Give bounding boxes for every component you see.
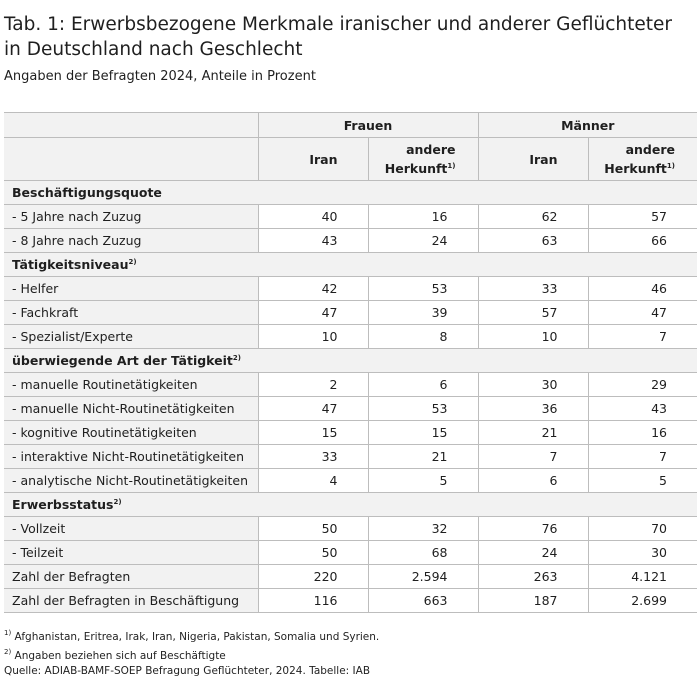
section-header-row <box>4 253 697 277</box>
totals-row <box>4 589 697 613</box>
table-row <box>4 517 697 541</box>
cell-frauen-andere: 68 <box>368 541 478 565</box>
table-title: Tab. 1: Erwerbsbezogene Merkmale iranischer und anderer Geflüchteter in Deutschland nach Geschlecht <box>4 14 672 60</box>
cell-frauen-iran: 33 <box>258 445 368 469</box>
cell-maenner-iran: 36 <box>478 397 588 421</box>
cell-frauen-iran: 2 <box>258 373 368 397</box>
source-line: Quelle: ADIAB-BAMF-SOEP Befragung Geflüchteter, 2024. Tabelle: IAB <box>4 665 371 677</box>
cell-maenner-iran: 187 <box>478 589 588 613</box>
cell-frauen-iran: 50 <box>258 517 368 541</box>
header-row-columns <box>4 138 697 181</box>
footnote-marker: 1) <box>666 162 675 170</box>
cell-maenner-iran: 63 <box>478 229 588 253</box>
cell-maenner-iran: 76 <box>478 517 588 541</box>
cell-frauen-iran: 220 <box>258 565 368 589</box>
cell-frauen-andere: 5 <box>368 469 478 493</box>
cell-maenner-andere: 46 <box>588 277 697 301</box>
row-label: - Helfer <box>4 277 258 301</box>
cell-maenner-andere: 7 <box>588 325 697 349</box>
row-label: - 8 Jahre nach Zuzug <box>4 229 258 253</box>
cell-maenner-andere: 70 <box>588 517 697 541</box>
cell-frauen-iran: 47 <box>258 301 368 325</box>
cell-frauen-andere: 2.594 <box>368 565 478 589</box>
table-row <box>4 325 697 349</box>
table-row <box>4 301 697 325</box>
cell-frauen-andere: 53 <box>368 397 478 421</box>
cell-maenner-andere: 30 <box>588 541 697 565</box>
cell-frauen-andere: 32 <box>368 517 478 541</box>
header-andere-line1: andere <box>406 142 456 157</box>
header-row-groups <box>4 113 697 138</box>
section-header-row <box>4 181 697 205</box>
row-label: - Fachkraft <box>4 301 258 325</box>
cell-maenner-iran: 33 <box>478 277 588 301</box>
cell-maenner-andere: 57 <box>588 205 697 229</box>
header-group-maenner: Männer <box>478 113 697 138</box>
table-row <box>4 205 697 229</box>
header-group-frauen: Frauen <box>258 113 478 138</box>
header-andere-line2: Herkunft <box>604 161 667 176</box>
section-title: Erwerbsstatus$^{2)}$ <box>4 493 697 517</box>
row-label: - manuelle Routinetätigkeiten <box>4 373 258 397</box>
row-label: Zahl der Befragten in Beschäftigung <box>4 589 258 613</box>
cell-frauen-andere: 24 <box>368 229 478 253</box>
cell-frauen-andere: 6 <box>368 373 478 397</box>
cell-maenner-andere: 66 <box>588 229 697 253</box>
row-label: - kognitive Routinetätigkeiten <box>4 421 258 445</box>
table-row <box>4 541 697 565</box>
header-maenner-andere <box>588 138 697 181</box>
cell-frauen-iran: 50 <box>258 541 368 565</box>
cell-maenner-andere: 16 <box>588 421 697 445</box>
cell-frauen-andere: 15 <box>368 421 478 445</box>
table-row <box>4 421 697 445</box>
header-empty-cell <box>4 138 258 181</box>
cell-maenner-iran: 6 <box>478 469 588 493</box>
cell-maenner-iran: 30 <box>478 373 588 397</box>
cell-frauen-andere: 16 <box>368 205 478 229</box>
footnotes <box>4 626 379 679</box>
section-header-row <box>4 349 697 373</box>
section-title: Beschäftigungsquote <box>4 181 697 205</box>
section-title: Tätigkeitsniveau$^{2)}$ <box>4 253 697 277</box>
row-label: - manuelle Nicht-Routinetätigkeiten <box>4 397 258 421</box>
table-row <box>4 397 697 421</box>
cell-maenner-iran: 57 <box>478 301 588 325</box>
cell-frauen-andere: 53 <box>368 277 478 301</box>
row-label: - Spezialist/Experte <box>4 325 258 349</box>
cell-frauen-iran: 4 <box>258 469 368 493</box>
cell-frauen-iran: 116 <box>258 589 368 613</box>
cell-maenner-andere: 2.699 <box>588 589 697 613</box>
header-maenner-iran: Iran <box>478 138 588 181</box>
table-subtitle: Angaben der Befragten 2024, Anteile in Prozent <box>4 69 316 84</box>
cell-frauen-andere: 21 <box>368 445 478 469</box>
cell-maenner-iran: 21 <box>478 421 588 445</box>
cell-maenner-iran: 24 <box>478 541 588 565</box>
cell-maenner-iran: 263 <box>478 565 588 589</box>
row-label: - interaktive Nicht-Routinetätigkeiten <box>4 445 258 469</box>
cell-maenner-andere: 4.121 <box>588 565 697 589</box>
cell-maenner-andere: 5 <box>588 469 697 493</box>
table-row <box>4 229 697 253</box>
cell-maenner-iran: 7 <box>478 445 588 469</box>
cell-frauen-iran: 10 <box>258 325 368 349</box>
cell-maenner-andere: 47 <box>588 301 697 325</box>
row-label: - analytische Nicht-Routinetätigkeiten <box>4 469 258 493</box>
cell-frauen-iran: 15 <box>258 421 368 445</box>
cell-frauen-andere: 8 <box>368 325 478 349</box>
totals-row <box>4 565 697 589</box>
cell-frauen-iran: 42 <box>258 277 368 301</box>
row-label: Zahl der Befragten <box>4 565 258 589</box>
table-row <box>4 469 697 493</box>
table-row <box>4 445 697 469</box>
cell-frauen-iran: 43 <box>258 229 368 253</box>
section-title: überwiegende Art der Tätigkeit$^{2)}$ <box>4 349 697 373</box>
footnote-marker: 1) <box>447 162 456 170</box>
footnote-2: $^{2)}$ Angaben beziehen sich auf Beschäftigte <box>4 648 226 662</box>
header-andere-line2: Herkunft <box>384 161 448 176</box>
section-header-row <box>4 493 697 517</box>
row-label: - Vollzeit <box>4 517 258 541</box>
footnote-1: $^{1)}$ Afghanistan, Eritrea, Irak, Iran, Nigeria, Pakistan, Somalia und Syrien. <box>4 629 380 643</box>
table-row <box>4 277 697 301</box>
header-andere-line1: andere <box>625 142 675 157</box>
cell-maenner-andere: 43 <box>588 397 697 421</box>
cell-frauen-iran: 40 <box>258 205 368 229</box>
data-table <box>4 112 697 613</box>
header-empty-cell <box>4 113 258 138</box>
cell-maenner-iran: 62 <box>478 205 588 229</box>
cell-frauen-iran: 47 <box>258 397 368 421</box>
cell-maenner-andere: 29 <box>588 373 697 397</box>
row-label: - Teilzeit <box>4 541 258 565</box>
header-frauen-iran: Iran <box>258 138 368 181</box>
cell-maenner-andere: 7 <box>588 445 697 469</box>
table-row <box>4 373 697 397</box>
cell-maenner-iran: 10 <box>478 325 588 349</box>
header-frauen-andere <box>368 138 478 181</box>
row-label: - 5 Jahre nach Zuzug <box>4 205 258 229</box>
cell-frauen-andere: 663 <box>368 589 478 613</box>
cell-frauen-andere: 39 <box>368 301 478 325</box>
